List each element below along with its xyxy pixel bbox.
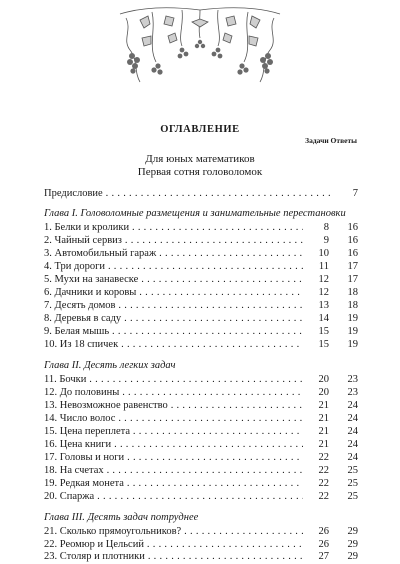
toc-entry <box>44 312 358 326</box>
toc-entry <box>44 477 358 491</box>
answer-page: 19 <box>347 326 358 337</box>
answer-page: 25 <box>347 491 358 502</box>
preface-page: 7 <box>332 187 358 201</box>
task-page: 21 <box>303 412 329 426</box>
task-page: 15 <box>303 325 329 339</box>
entry-title: 1. Белки и кролики . . . <box>44 221 329 235</box>
answer-page: 29 <box>347 539 358 550</box>
entry-title: 18. На счетах . . . <box>44 464 329 478</box>
toc-entry <box>44 550 358 564</box>
entry-title: 13. Невозможное равенство . . . <box>44 399 329 413</box>
toc-entry <box>44 412 358 426</box>
section-subtitle: Первая сотня головоломок <box>137 166 263 178</box>
toc-entry <box>44 425 358 439</box>
entry-title: 19. Редкая монета . . . <box>44 477 329 491</box>
answer-page: 18 <box>347 287 358 298</box>
entry-title: 21. Сколько прямоугольников? . . . <box>44 525 329 539</box>
entry-title: 17. Головы и ноги . . . <box>44 451 329 465</box>
task-page: 20 <box>303 373 329 387</box>
answer-page: 23 <box>347 374 358 385</box>
answer-page: 24 <box>347 439 358 450</box>
entry-title: 12. До половины . . . <box>44 386 329 400</box>
preface-entry <box>44 187 358 201</box>
task-page: 9 <box>303 234 329 248</box>
task-page: 22 <box>303 477 329 491</box>
chapter-1-title: Глава I. Головоломные размещения и занимательные перестановки <box>44 208 346 219</box>
task-page: 26 <box>303 525 329 539</box>
entry-title: 4. Три дороги . . . <box>44 260 329 274</box>
answer-page: 19 <box>347 339 358 350</box>
answer-page: 16 <box>347 222 358 233</box>
toc-entry <box>44 438 358 452</box>
chapter-2-title: Глава II. Десять легких задач <box>44 360 176 371</box>
column-headers: Задачи Ответы <box>305 136 357 145</box>
task-page: 12 <box>303 286 329 300</box>
toc-entry <box>44 399 358 413</box>
entry-title: 10. Из 18 спичек . . . <box>44 338 329 352</box>
entry-title: 3. Автомобильный гараж . . . <box>44 247 329 261</box>
task-page: 14 <box>303 312 329 326</box>
answer-page: 24 <box>347 400 358 411</box>
task-page: 8 <box>303 221 329 235</box>
answer-page: 17 <box>347 261 358 272</box>
task-page: 22 <box>303 490 329 504</box>
entry-title: 15. Цена переплета . . . <box>44 425 329 439</box>
toc-title: ОГЛАВЛЕНИЕ <box>160 124 240 135</box>
entry-title: 8. Деревья в саду . . . <box>44 312 329 326</box>
task-page: 12 <box>303 273 329 287</box>
toc-entry <box>44 247 358 261</box>
toc-entry <box>44 451 358 465</box>
entry-title: 22. Реомюр и Цельсий . . . <box>44 538 329 552</box>
answer-page: 17 <box>347 274 358 285</box>
section-title: Для юных математиков <box>145 153 255 165</box>
toc-entry <box>44 386 358 400</box>
answer-page: 29 <box>347 551 358 562</box>
toc-entry <box>44 299 358 313</box>
toc-entry <box>44 273 358 287</box>
preface-title: Предисловие . . . <box>44 187 353 201</box>
answer-page: 24 <box>347 452 358 463</box>
task-page: 15 <box>303 338 329 352</box>
entry-title: 2. Чайный сервиз . . . <box>44 234 329 248</box>
task-page: 21 <box>303 438 329 452</box>
answer-page: 29 <box>347 526 358 537</box>
toc-entry <box>44 490 358 504</box>
answer-page: 16 <box>347 235 358 246</box>
answer-page: 16 <box>347 248 358 259</box>
task-page: 13 <box>303 299 329 313</box>
entry-title: 16. Цена книги . . . <box>44 438 329 452</box>
task-page: 22 <box>303 451 329 465</box>
answer-page: 18 <box>347 300 358 311</box>
toc-entry <box>44 260 358 274</box>
toc-entry <box>44 373 358 387</box>
answer-page: 25 <box>347 478 358 489</box>
answer-page: 24 <box>347 426 358 437</box>
toc-entry <box>44 464 358 478</box>
task-page: 22 <box>303 464 329 478</box>
entry-title: 14. Число волос . . . <box>44 412 329 426</box>
entry-title: 9. Белая мышь . . . <box>44 325 329 339</box>
entry-title: 6. Дачники и коровы . . . <box>44 286 329 300</box>
task-page: 27 <box>303 550 329 564</box>
toc-entry <box>44 221 358 235</box>
chapter-3-title: Глава III. Десять задач потруднее <box>44 512 199 523</box>
answer-page: 24 <box>347 413 358 424</box>
answer-page: 23 <box>347 387 358 398</box>
task-page: 26 <box>303 538 329 552</box>
entry-title: 23. Столяр и плотники . . . <box>44 550 329 564</box>
task-page: 21 <box>303 399 329 413</box>
toc-entry <box>44 325 358 339</box>
toc-entry <box>44 525 358 539</box>
entry-title: 7. Десять домов . . . <box>44 299 329 313</box>
toc-entry <box>44 286 358 300</box>
toc-entry <box>44 234 358 248</box>
answer-page: 25 <box>347 465 358 476</box>
answer-page: 19 <box>347 313 358 324</box>
task-page: 10 <box>303 247 329 261</box>
entry-title: 20. Спаржа . . . <box>44 490 329 504</box>
vine-ornament <box>112 0 288 114</box>
task-page: 21 <box>303 425 329 439</box>
task-page: 20 <box>303 386 329 400</box>
task-page: 11 <box>303 260 329 274</box>
entry-title: 11. Бочки . . . <box>44 373 329 387</box>
toc-entry <box>44 338 358 352</box>
entry-title: 5. Мухи на занавеске . . . <box>44 273 329 287</box>
